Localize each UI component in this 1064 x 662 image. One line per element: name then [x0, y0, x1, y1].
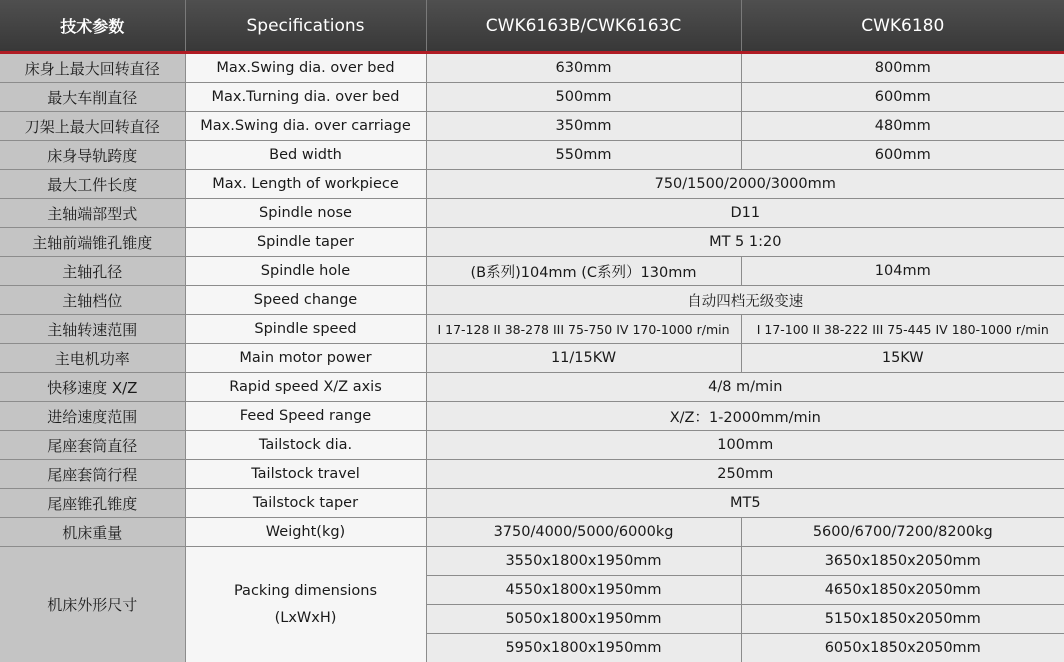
spec-label-en: Max.Swing dia. over carriage	[185, 112, 426, 141]
packing-label-en-line1: Packing dimensions	[186, 578, 426, 605]
spec-label-cn: 主电机功率	[0, 344, 185, 373]
spec-label-cn: 最大工件长度	[0, 170, 185, 199]
header-model-b: CWK6180	[741, 0, 1064, 53]
spec-value-b: I 17-100 II 38-222 III 75-445 IV 180-1000 r/min	[741, 315, 1064, 344]
spec-label-en: Speed change	[185, 286, 426, 315]
spec-value-b: 104mm	[741, 257, 1064, 286]
spec-value-both: D11	[426, 199, 1064, 228]
table-row	[0, 402, 1064, 431]
packing-value-a: 4550x1800x1950mm	[426, 576, 741, 605]
table-row	[0, 460, 1064, 489]
packing-label-cn: 机床外形尺寸	[0, 547, 185, 662]
spec-value-both: 4/8 m/min	[426, 373, 1064, 402]
packing-label-en-line2: (LxWxH)	[186, 605, 426, 632]
spec-label-cn: 最大车削直径	[0, 83, 185, 112]
packing-row	[0, 547, 1064, 576]
spec-label-cn: 床身导轨跨度	[0, 141, 185, 170]
spec-label-en: Spindle speed	[185, 315, 426, 344]
header-cn: 技术参数	[0, 0, 185, 53]
packing-value-b: 4650x1850x2050mm	[741, 576, 1064, 605]
spec-label-en: Main motor power	[185, 344, 426, 373]
header-en: Specifications	[185, 0, 426, 53]
spec-label-en: Max.Turning dia. over bed	[185, 83, 426, 112]
spec-value-a: 630mm	[426, 53, 741, 83]
table-row	[0, 170, 1064, 199]
header-row	[0, 0, 1064, 53]
packing-value-b: 3650x1850x2050mm	[741, 547, 1064, 576]
packing-value-a: 3550x1800x1950mm	[426, 547, 741, 576]
spec-label-en: Spindle taper	[185, 228, 426, 257]
spec-value-b: 600mm	[741, 83, 1064, 112]
table-row	[0, 344, 1064, 373]
spec-value-both: MT5	[426, 489, 1064, 518]
spec-label-cn: 尾座锥孔锥度	[0, 489, 185, 518]
table-row	[0, 53, 1064, 83]
table-row	[0, 489, 1064, 518]
packing-value-a: 5950x1800x1950mm	[426, 634, 741, 662]
spec-value-b: 5600/6700/7200/8200kg	[741, 518, 1064, 547]
table-row	[0, 315, 1064, 344]
spec-value-both: 100mm	[426, 431, 1064, 460]
spec-label-en: Bed width	[185, 141, 426, 170]
spec-value-a: 3750/4000/5000/6000kg	[426, 518, 741, 547]
spec-value-a: 11/15KW	[426, 344, 741, 373]
spec-label-cn: 尾座套筒直径	[0, 431, 185, 460]
spec-value-a: I 17-128 II 38-278 III 75-750 IV 170-1000 r/min	[426, 315, 741, 344]
spec-label-en: Max. Length of workpiece	[185, 170, 426, 199]
table-row	[0, 373, 1064, 402]
spec-value-a: 550mm	[426, 141, 741, 170]
spec-label-en: Feed Speed range	[185, 402, 426, 431]
table-row	[0, 431, 1064, 460]
spec-label-en: Spindle hole	[185, 257, 426, 286]
table-row	[0, 199, 1064, 228]
spec-label-cn: 刀架上最大回转直径	[0, 112, 185, 141]
spec-value-both: 750/1500/2000/3000mm	[426, 170, 1064, 199]
spec-label-en: Tailstock travel	[185, 460, 426, 489]
packing-value-a: 5050x1800x1950mm	[426, 605, 741, 634]
spec-value-a: (B系列)104mm (C系列）130mm	[426, 257, 741, 286]
spec-label-cn: 主轴孔径	[0, 257, 185, 286]
spec-value-b: 480mm	[741, 112, 1064, 141]
packing-value-b: 6050x1850x2050mm	[741, 634, 1064, 662]
spec-label-en: Weight(kg)	[185, 518, 426, 547]
spec-label-cn: 快移速度 X/Z	[0, 373, 185, 402]
spec-value-b: 15KW	[741, 344, 1064, 373]
packing-label-en	[185, 547, 426, 662]
spec-value-both: MT 5 1:20	[426, 228, 1064, 257]
table-row	[0, 83, 1064, 112]
spec-label-cn: 主轴档位	[0, 286, 185, 315]
packing-value-b: 5150x1850x2050mm	[741, 605, 1064, 634]
table-row	[0, 518, 1064, 547]
spec-value-both: 自动四档无级变速	[426, 286, 1064, 315]
spec-label-en: Tailstock dia.	[185, 431, 426, 460]
spec-label-cn: 主轴端部型式	[0, 199, 185, 228]
spec-label-cn: 床身上最大回转直径	[0, 53, 185, 83]
header-model-a: CWK6163B/CWK6163C	[426, 0, 741, 53]
spec-label-en: Max.Swing dia. over bed	[185, 53, 426, 83]
spec-label-cn: 主轴前端锥孔锥度	[0, 228, 185, 257]
spec-value-both: 250mm	[426, 460, 1064, 489]
spec-label-en: Tailstock taper	[185, 489, 426, 518]
spec-label-cn: 主轴转速范围	[0, 315, 185, 344]
table-row	[0, 286, 1064, 315]
table-row	[0, 228, 1064, 257]
spec-value-a: 500mm	[426, 83, 741, 112]
table-row	[0, 257, 1064, 286]
spec-value-b: 800mm	[741, 53, 1064, 83]
spec-label-en: Rapid speed X/Z axis	[185, 373, 426, 402]
table-row	[0, 141, 1064, 170]
table-row	[0, 112, 1064, 141]
spec-label-en: Spindle nose	[185, 199, 426, 228]
spec-value-both: X/Z：1-2000mm/min	[426, 402, 1064, 431]
spec-value-a: 350mm	[426, 112, 741, 141]
spec-label-cn: 机床重量	[0, 518, 185, 547]
spec-value-b: 600mm	[741, 141, 1064, 170]
spec-label-cn: 进给速度范围	[0, 402, 185, 431]
spec-label-cn: 尾座套筒行程	[0, 460, 185, 489]
spec-body	[0, 53, 1064, 662]
